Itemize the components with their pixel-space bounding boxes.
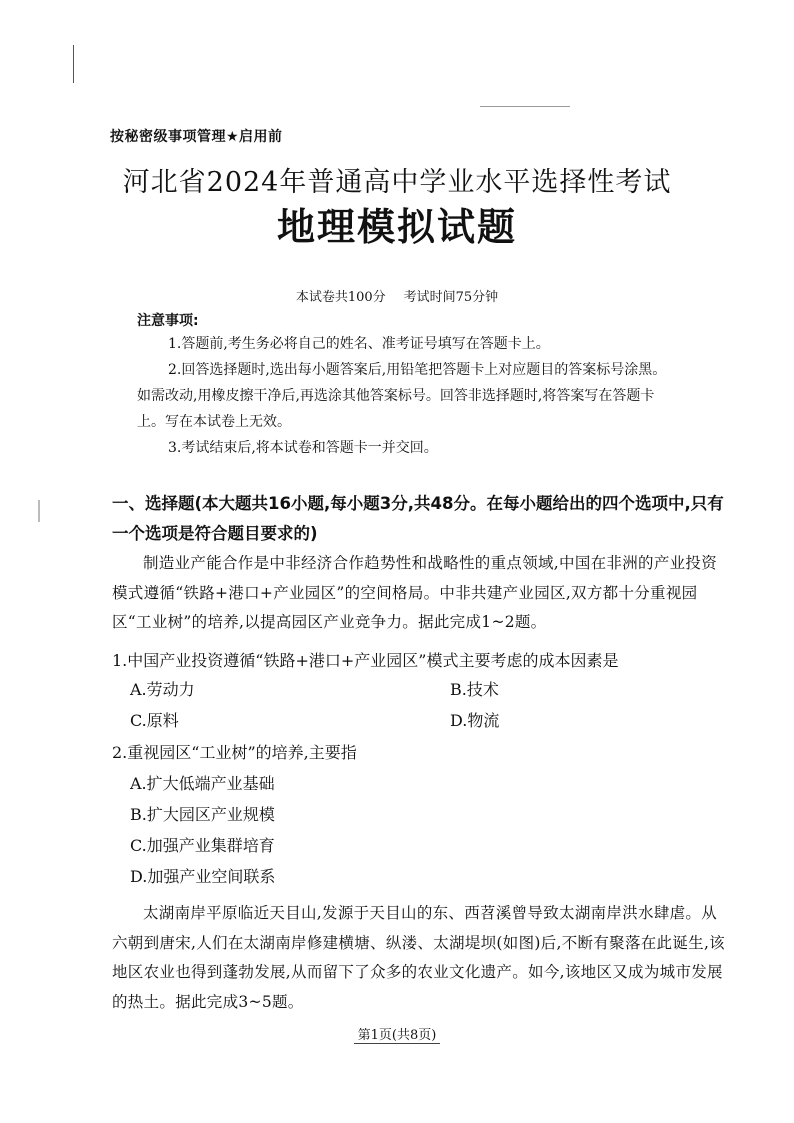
question-1-option-b: B.技术 [450,680,499,699]
scan-mark-top [480,106,570,107]
notes-title: 注意事项: [137,313,199,329]
note-item: 上。写在本试卷上无效。 [137,414,291,430]
exam-title: 河北省2024年普通高中学业水平选择性考试 [122,167,672,198]
note-item: 3.考试结束后,将本试卷和答题卡一并交回。 [168,440,438,456]
question-2-option-c: C.加强产业集群培育 [130,836,275,855]
question-2-option-b: B.扩大园区产业规模 [130,805,275,824]
section-heading: 一、选择题(本大题共16小题,每小题3分,共48分。在每小题给出的四个选项中,只有一个选项是符合题目要求的) [112,494,724,543]
question-1-stem: 1.中国产业投资遵循“铁路+港口+产业园区”模式主要考虑的成本因素是 [112,651,619,670]
score-info: 本试卷共100分 [295,290,386,305]
question-2-option-d: D.加强产业空间联系 [130,867,276,886]
page-footer [0,1024,794,1043]
question-1-option-d: D.物流 [450,711,500,730]
note-item: 1.答题前,考生务必将自己的姓名、准考证号填写在答题卡上。 [168,336,550,352]
question-1-option-c: C.原料 [130,711,179,730]
secret-label: 按秘密级事项管理★启用前 [110,129,283,145]
question-2-option-a: A.扩大低端产业基础 [130,774,275,793]
note-item: 2.回答选择题时,选出每小题答案后,用铅笔把答题卡上对应题目的答案标号涂黑。 [168,362,667,378]
subject-title: 地理模拟试题 [276,204,517,249]
scan-mark-left [38,500,40,522]
exam-meta [0,286,794,305]
binding-margin-line [73,45,74,83]
note-item: 如需改动,用橡皮擦干净后,再选涂其他答案标号。回答非选择题时,将答案写在答题卡 [137,388,655,404]
page-number: 第1页(共8页) [354,1028,441,1044]
time-info: 考试时间75分钟 [403,290,499,305]
question-2-stem: 2.重视园区“工业树”的培养,主要指 [112,743,357,762]
passage-1: 制造业产能合作是中非经济合作趋势性和战略性的重点领域,中国在非洲的产业投资模式遵循“铁路+港口+产业园区”的空间格局。中非共建产业园区,双方都十分重视园区“工业树”的培养,以提高园区产业竞争力。据此完成1~2题。 [112,554,718,631]
question-1-option-a: A.劳动力 [130,680,195,699]
passage-2: 太湖南岸平原临近天目山,发源于天目山的东、西苕溪曾导致太湖南岸洪水肆虐。从六朝到唐宋,人们在太湖南岸修建横塘、纵溇、太湖堤坝(如图)后,不断有聚落在此诞生,该地区农业也得到蓬勃发展,从而留下了众多的农业文化遗产。如今,该地区又成为城市发展的热土。据此完成3~5题。 [112,904,725,1011]
